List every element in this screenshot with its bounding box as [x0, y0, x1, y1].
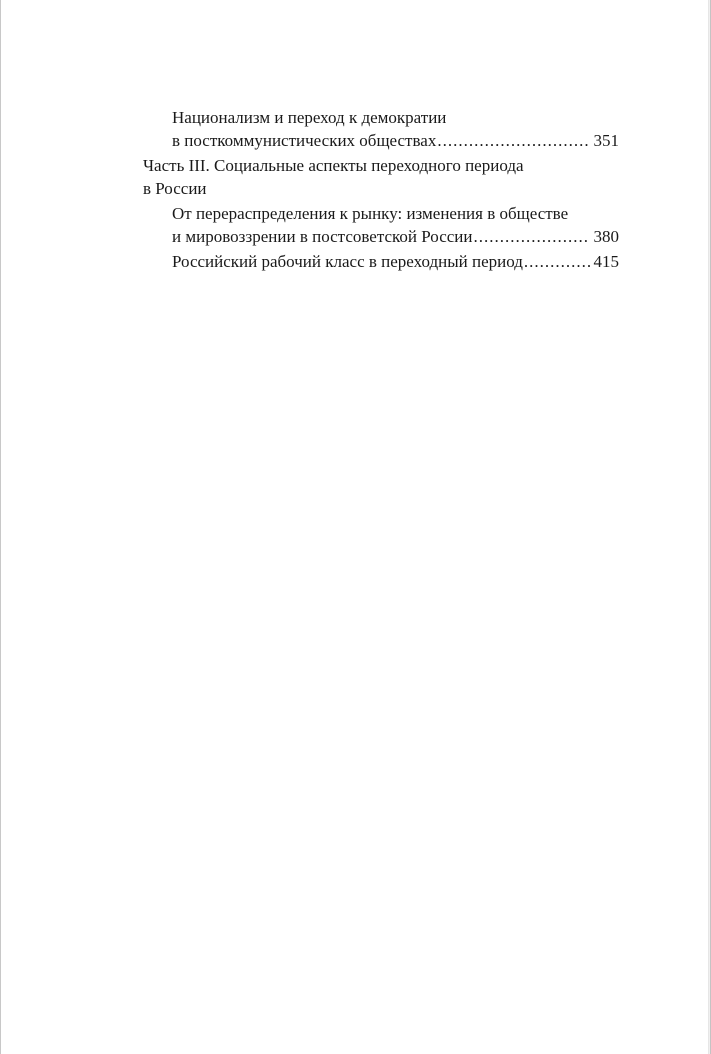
toc-part-title-line: Часть III. Социальные аспекты переходного периода [143, 156, 524, 175]
toc-entry-title-line: Национализм и переход к демократии [172, 108, 447, 127]
toc-entry-title-line: Российский рабочий класс в переходный период [172, 252, 523, 271]
table-of-contents [143, 106, 619, 273]
toc-entry-title-line: и мировоззрении в постсоветской России [172, 227, 473, 246]
toc-part-title-line: в России [143, 179, 207, 198]
toc-entry-leader-line [172, 250, 619, 273]
toc-page-number: 351 [593, 131, 619, 150]
toc-page-number: 380 [593, 227, 619, 246]
toc-page-number: 415 [593, 252, 619, 271]
toc-entry-nationalism[interactable] [143, 106, 619, 152]
toc-entry-leader-line [172, 129, 619, 152]
toc-part-heading[interactable] [143, 154, 619, 200]
toc-entry-title-line: в посткоммунистических обществах [172, 131, 437, 150]
toc-entry-leader-line [172, 225, 619, 248]
dot-leader [474, 225, 590, 248]
toc-entry-redistribution[interactable] [143, 202, 619, 248]
toc-entry-title-line: От перераспределения к рынку: изменения в обществе [172, 204, 569, 223]
dot-leader [524, 250, 590, 273]
dot-leader [437, 129, 589, 152]
toc-entry-working-class[interactable] [143, 250, 619, 273]
